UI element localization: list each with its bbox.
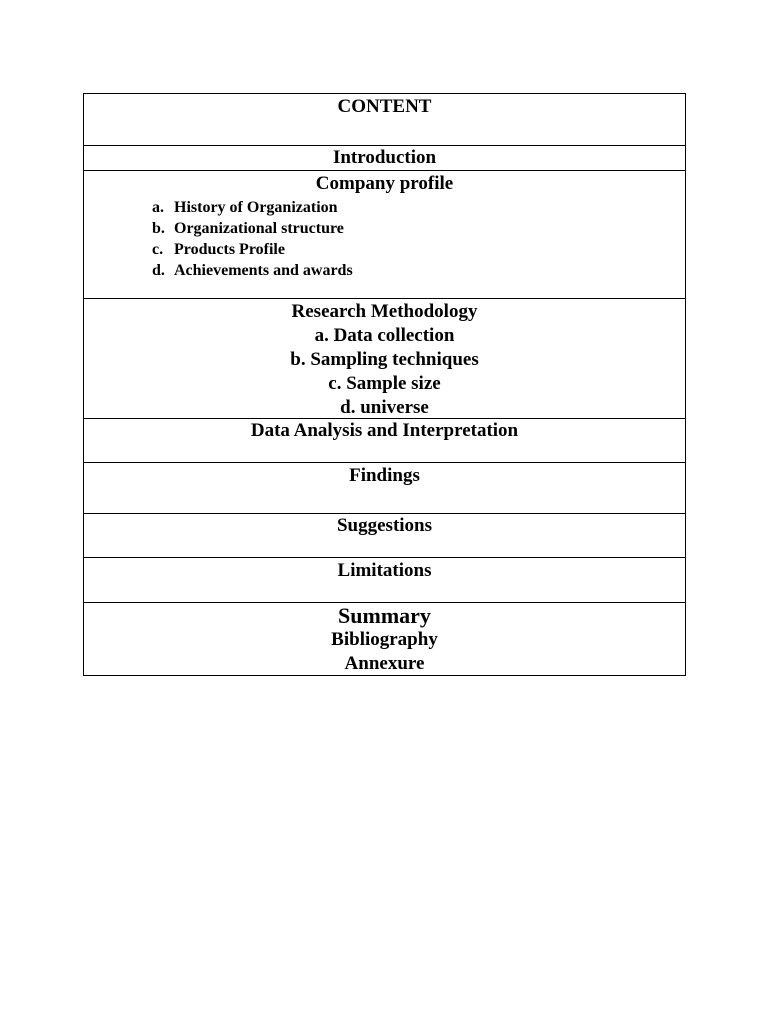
list-item <box>152 239 685 260</box>
limitations-heading: Limitations <box>337 560 432 581</box>
list-item <box>152 260 685 281</box>
company-profile-list <box>84 197 685 281</box>
list-item-label: Organizational structure <box>174 220 344 237</box>
research-item: a. Data collection <box>314 325 455 346</box>
data-analysis-row <box>84 418 685 462</box>
list-item-label: Products Profile <box>174 241 285 258</box>
list-marker: c. <box>152 241 164 258</box>
list-item <box>152 197 685 218</box>
list-marker: d. <box>152 262 165 279</box>
list-item-label: History of Organization <box>174 199 338 216</box>
limitations-row <box>84 557 685 602</box>
research-item: b. Sampling techniques <box>290 349 479 370</box>
research-methodology-heading: Research Methodology <box>291 301 478 322</box>
contents-table <box>83 93 686 676</box>
list-item-label: Achievements and awards <box>174 262 353 279</box>
company-profile-row <box>84 170 685 298</box>
bibliography-heading: Bibliography <box>331 629 438 650</box>
research-item: c. Sample size <box>328 373 441 394</box>
annexure-heading: Annexure <box>344 653 425 674</box>
list-marker: a. <box>152 199 164 216</box>
contents-title-row <box>84 94 685 145</box>
research-item: d. universe <box>340 397 429 418</box>
introduction-row <box>84 145 685 170</box>
suggestions-heading: Suggestions <box>336 515 433 536</box>
suggestions-row <box>84 513 685 557</box>
summary-row <box>84 602 685 675</box>
research-methodology-row <box>84 298 685 418</box>
summary-heading: Summary <box>338 603 431 628</box>
findings-heading: Findings <box>349 465 420 486</box>
list-marker: b. <box>152 220 165 237</box>
findings-row <box>84 462 685 513</box>
contents-title: CONTENT <box>337 96 432 117</box>
company-profile-heading: Company profile <box>315 173 454 194</box>
list-item <box>152 218 685 239</box>
introduction-heading: Introduction <box>332 147 437 168</box>
data-analysis-heading: Data Analysis and Interpretation <box>250 420 519 441</box>
